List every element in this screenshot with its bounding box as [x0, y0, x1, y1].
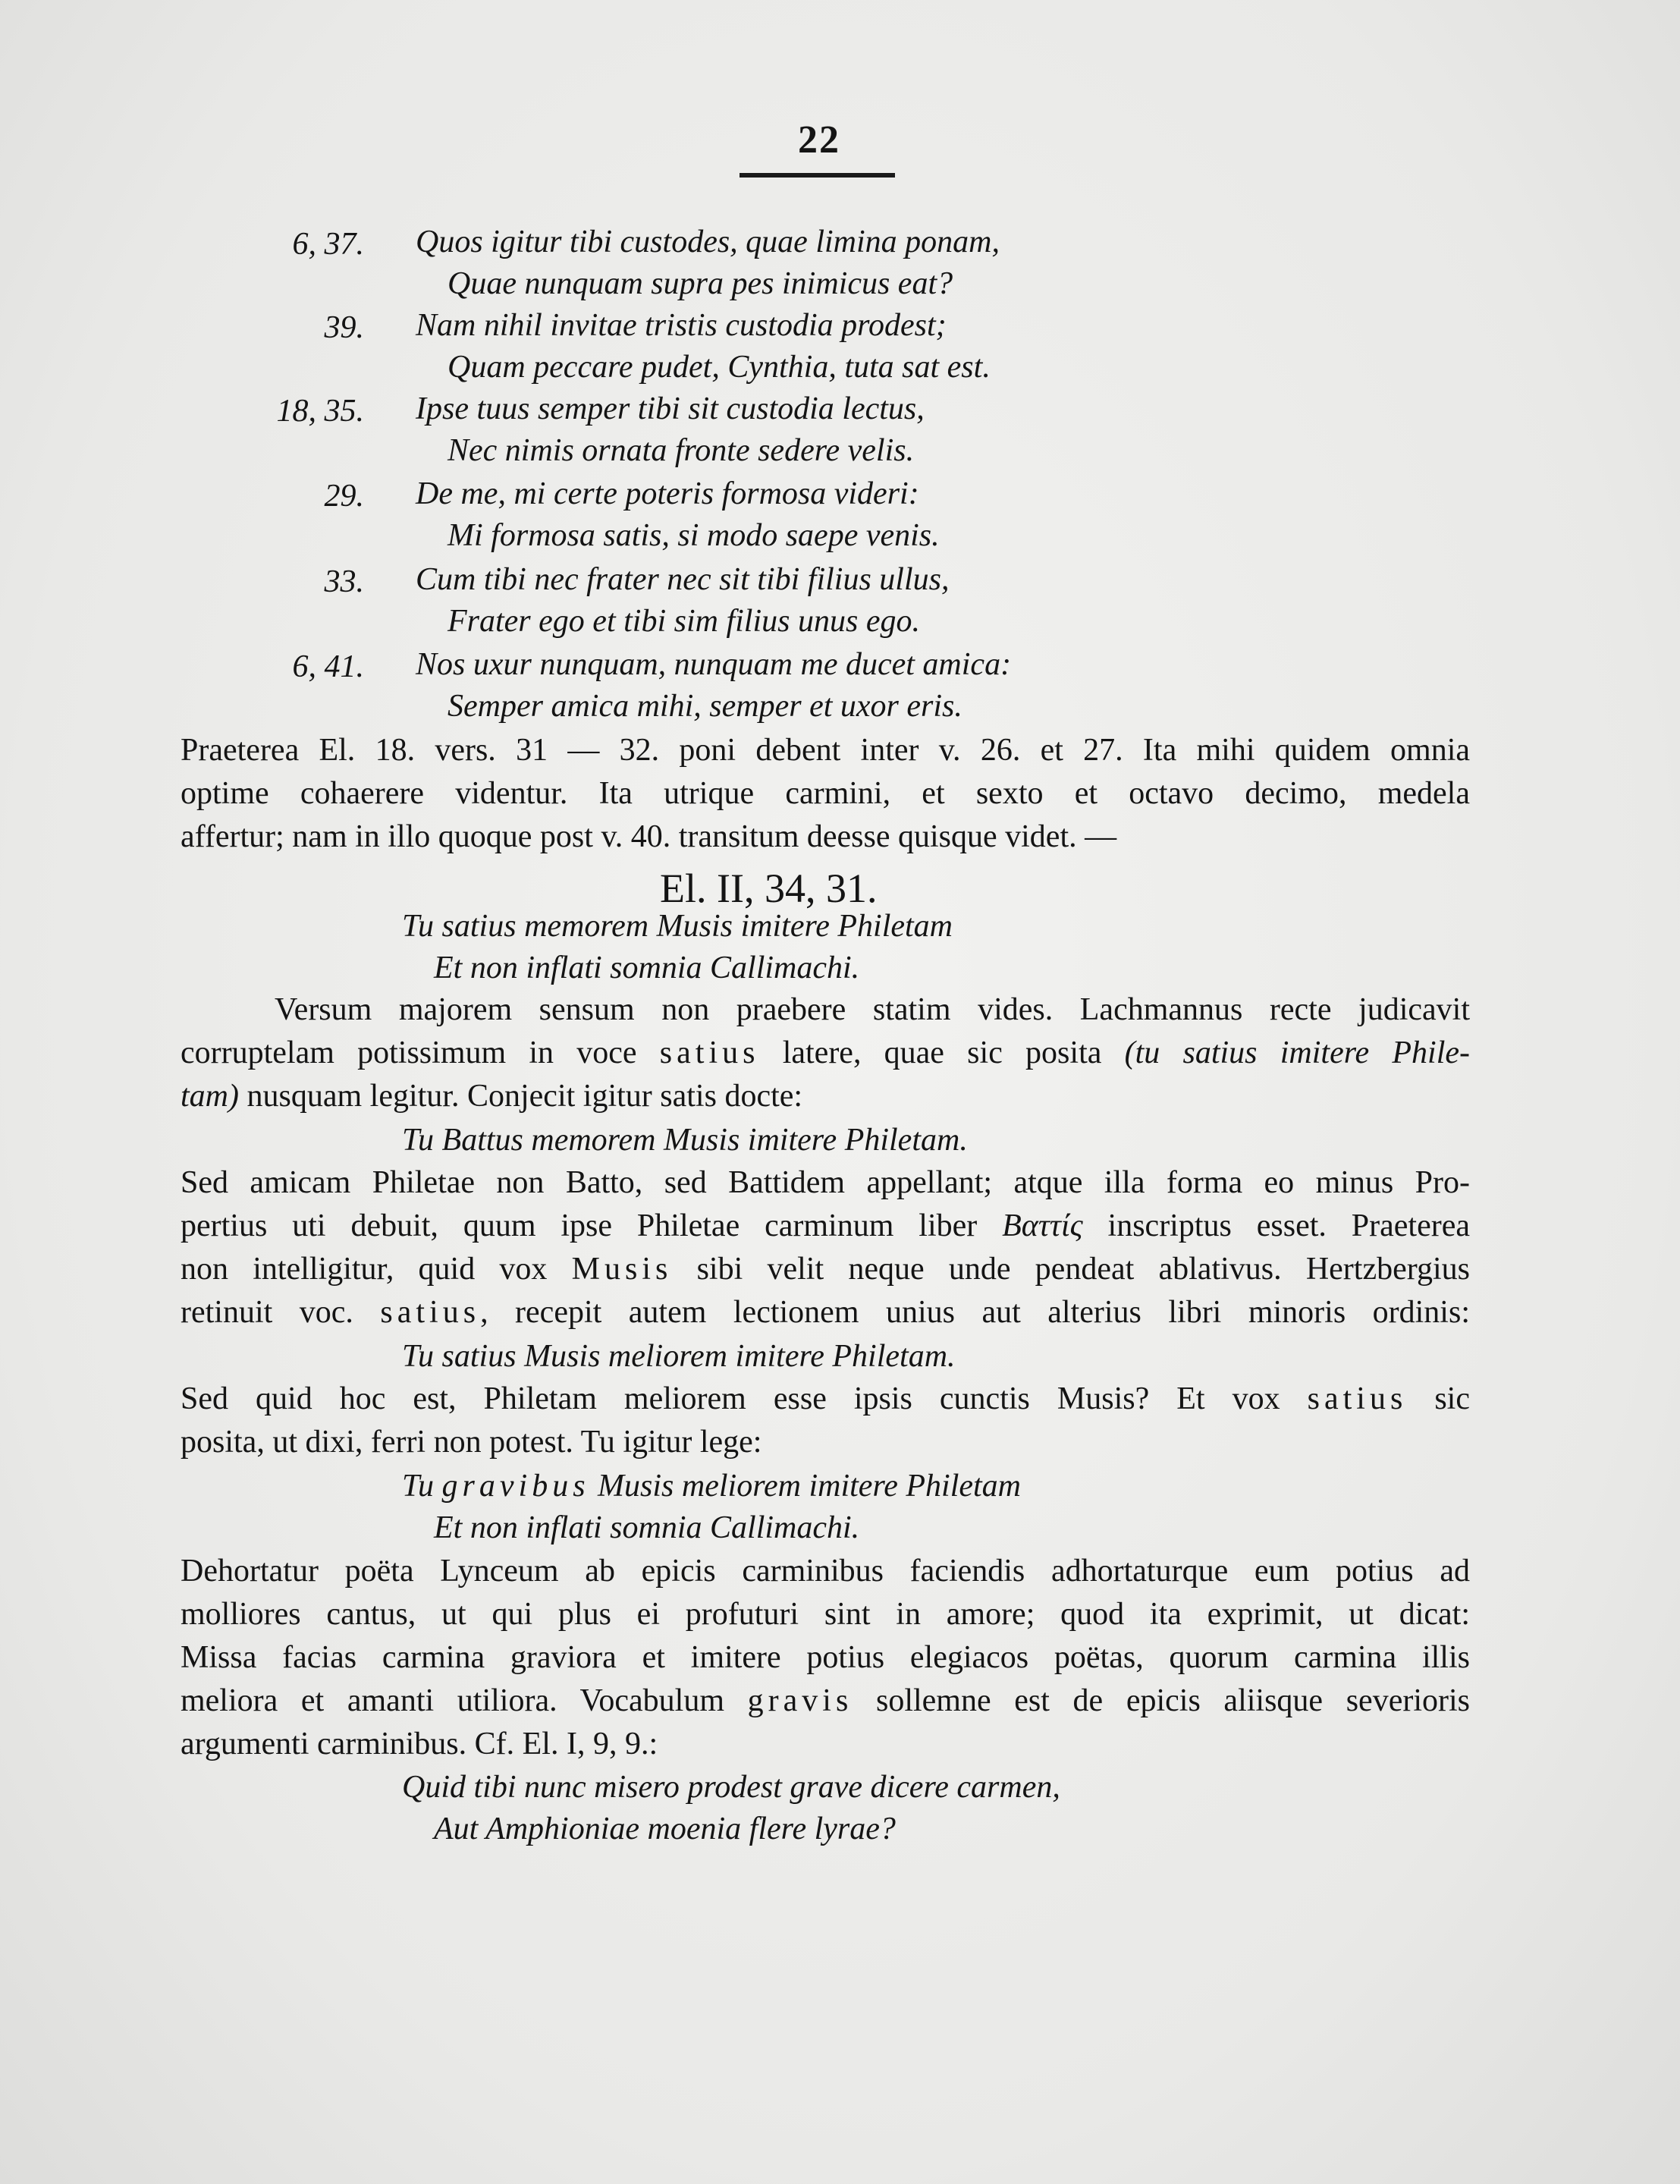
quote-line: Et non inflati somnia Callimachi.: [434, 1510, 860, 1545]
verse-line: Nam nihil invitae tristis custodia prodest;: [416, 308, 947, 343]
verse-ref: 39.: [324, 310, 364, 345]
text-span: , recepit autem lectionem unius aut alterius libri minoris ordinis:: [480, 1295, 1470, 1330]
text-span: sollemne est de epicis aliisque severioris: [853, 1683, 1470, 1718]
page-number: 22: [798, 118, 840, 162]
quote-line: Aut Amphioniae moenia flere lyrae?: [434, 1812, 896, 1846]
text-line: optime cohaerere videntur. Ita utrique carmini, et sexto et octavo decimo, medela: [181, 776, 1470, 811]
text-span: nusquam legitur. Conjecit igitur satis docte:: [239, 1079, 803, 1114]
verse-line: Frater ego et tibi sim filius unus ego.: [447, 604, 920, 639]
verse-line: Ipse tuus semper tibi sit custodia lectus,: [416, 391, 925, 426]
italic-span: (tu satius imitere Phile-: [1124, 1035, 1470, 1070]
text-span: sibi velit neque unde pendeat ablativus. Hertzbergius: [672, 1252, 1470, 1287]
verse-ref: 29.: [324, 479, 364, 514]
text-span: inscriptus esset. Praeterea: [1082, 1208, 1470, 1243]
emphasis-word: satius: [1307, 1381, 1408, 1416]
verse-line: De me, mi certe poteris formosa videri:: [416, 476, 919, 511]
quote-line: Quid tibi nunc misero prodest grave dicere carmen,: [402, 1770, 1060, 1805]
text-line: [181, 1037, 1470, 1069]
text-span: retinuit voc.: [181, 1295, 381, 1330]
text-span: meliora et amanti utiliora. Vocabulum: [181, 1683, 748, 1718]
text-span: corruptelam potissimum in voce: [181, 1035, 660, 1070]
text-line: [181, 1253, 1470, 1285]
verse-line: Mi formosa satis, si modo saepe venis.: [447, 518, 940, 553]
text-line: [181, 1210, 1470, 1242]
text-span: Sed quid hoc est, Philetam meliorem esse ipsis cunctis Musis? Et vox: [181, 1381, 1308, 1416]
verse-line: Semper amica mihi, semper et uxor eris.: [447, 689, 962, 724]
text-span: Tu: [402, 1469, 442, 1504]
quote-line: [402, 1470, 1021, 1502]
text-line: Dehortatur poëta Lynceum ab epicis carminibus faciendis adhortaturque eum potius ad: [181, 1554, 1470, 1589]
text-line: posita, ut dixi, ferri non potest. Tu igitur lege:: [181, 1425, 762, 1460]
quote-line: Tu satius memorem Musis imitere Philetam: [402, 909, 953, 944]
section-heading: El. II, 34, 31.: [660, 866, 878, 911]
text-line: affertur; nam in illo quoque post v. 40. transitum deesse quisque videt. —: [181, 819, 1117, 854]
emphasis-word: gravis: [747, 1683, 853, 1718]
text-span: pertius uti debuit, quum ipse Philetae carminum liber: [181, 1208, 1003, 1243]
text-line: molliores cantus, ut qui plus ei profuturi sint in amore; quod ita exprimit, ut dicat:: [181, 1597, 1470, 1632]
verse-line: Quos igitur tibi custodes, quae limina ponam,: [416, 225, 1000, 259]
text-line: [181, 1685, 1470, 1717]
text-line: argumenti carminibus. Cf. El. I, 9, 9.:: [181, 1727, 658, 1761]
text-span: latere, quae sic posita: [759, 1035, 1125, 1070]
text-line: [181, 1080, 1470, 1112]
text-line: Missa facias carmina graviora et imitere potius elegiacos poëtas, quorum carmina illis: [181, 1640, 1470, 1675]
text-line: [181, 1296, 1470, 1328]
verse-ref: 6, 41.: [292, 649, 364, 684]
text-line: Sed amicam Philetae non Batto, sed Battidem appellant; atque illa forma eo minus Pro-: [181, 1165, 1470, 1200]
header-rule: [740, 173, 895, 178]
verse-ref: 18, 35.: [276, 394, 364, 429]
greek-word: Βαττίς: [1002, 1208, 1083, 1243]
emphasis-word: satius: [659, 1035, 760, 1070]
verse-line: Nos uxur nunquam, nunquam me ducet amica:: [416, 647, 1012, 682]
verse-ref: 33.: [324, 564, 364, 599]
verse-line: Cum tibi nec frater nec sit tibi filius ullus,: [416, 562, 950, 597]
text-line: [181, 1383, 1470, 1415]
quote-line: Tu satius Musis meliorem imitere Philetam.: [402, 1339, 956, 1374]
verse-line: Quae nunquam supra pes inimicus eat?: [447, 266, 953, 301]
text-span: sic: [1407, 1381, 1470, 1416]
text-line: Versum majorem sensum non praebere statim vides. Lachmannus recte judicavit: [275, 992, 1470, 1027]
text-span: non intelligitur, quid vox: [181, 1252, 572, 1287]
italic-span: tam): [181, 1079, 239, 1114]
verse-ref: 6, 37.: [292, 227, 364, 262]
quote-line: Tu Battus memorem Musis imitere Philetam.: [402, 1123, 968, 1158]
emphasis-word: gravibus: [441, 1469, 590, 1504]
emphasis-word: satius: [380, 1295, 481, 1330]
verse-line: Nec nimis ornata fronte sedere velis.: [447, 433, 915, 468]
emphasis-word: Musis: [571, 1252, 673, 1287]
quote-line: Et non inflati somnia Callimachi.: [434, 951, 860, 985]
text-line: Praeterea El. 18. vers. 31 — 32. poni debent inter v. 26. et 27. Ita mihi quidem omnia: [181, 733, 1470, 768]
verse-line: Quam peccare pudet, Cynthia, tuta sat est.: [447, 350, 991, 385]
text-span: Musis meliorem imitere Philetam: [589, 1469, 1022, 1504]
